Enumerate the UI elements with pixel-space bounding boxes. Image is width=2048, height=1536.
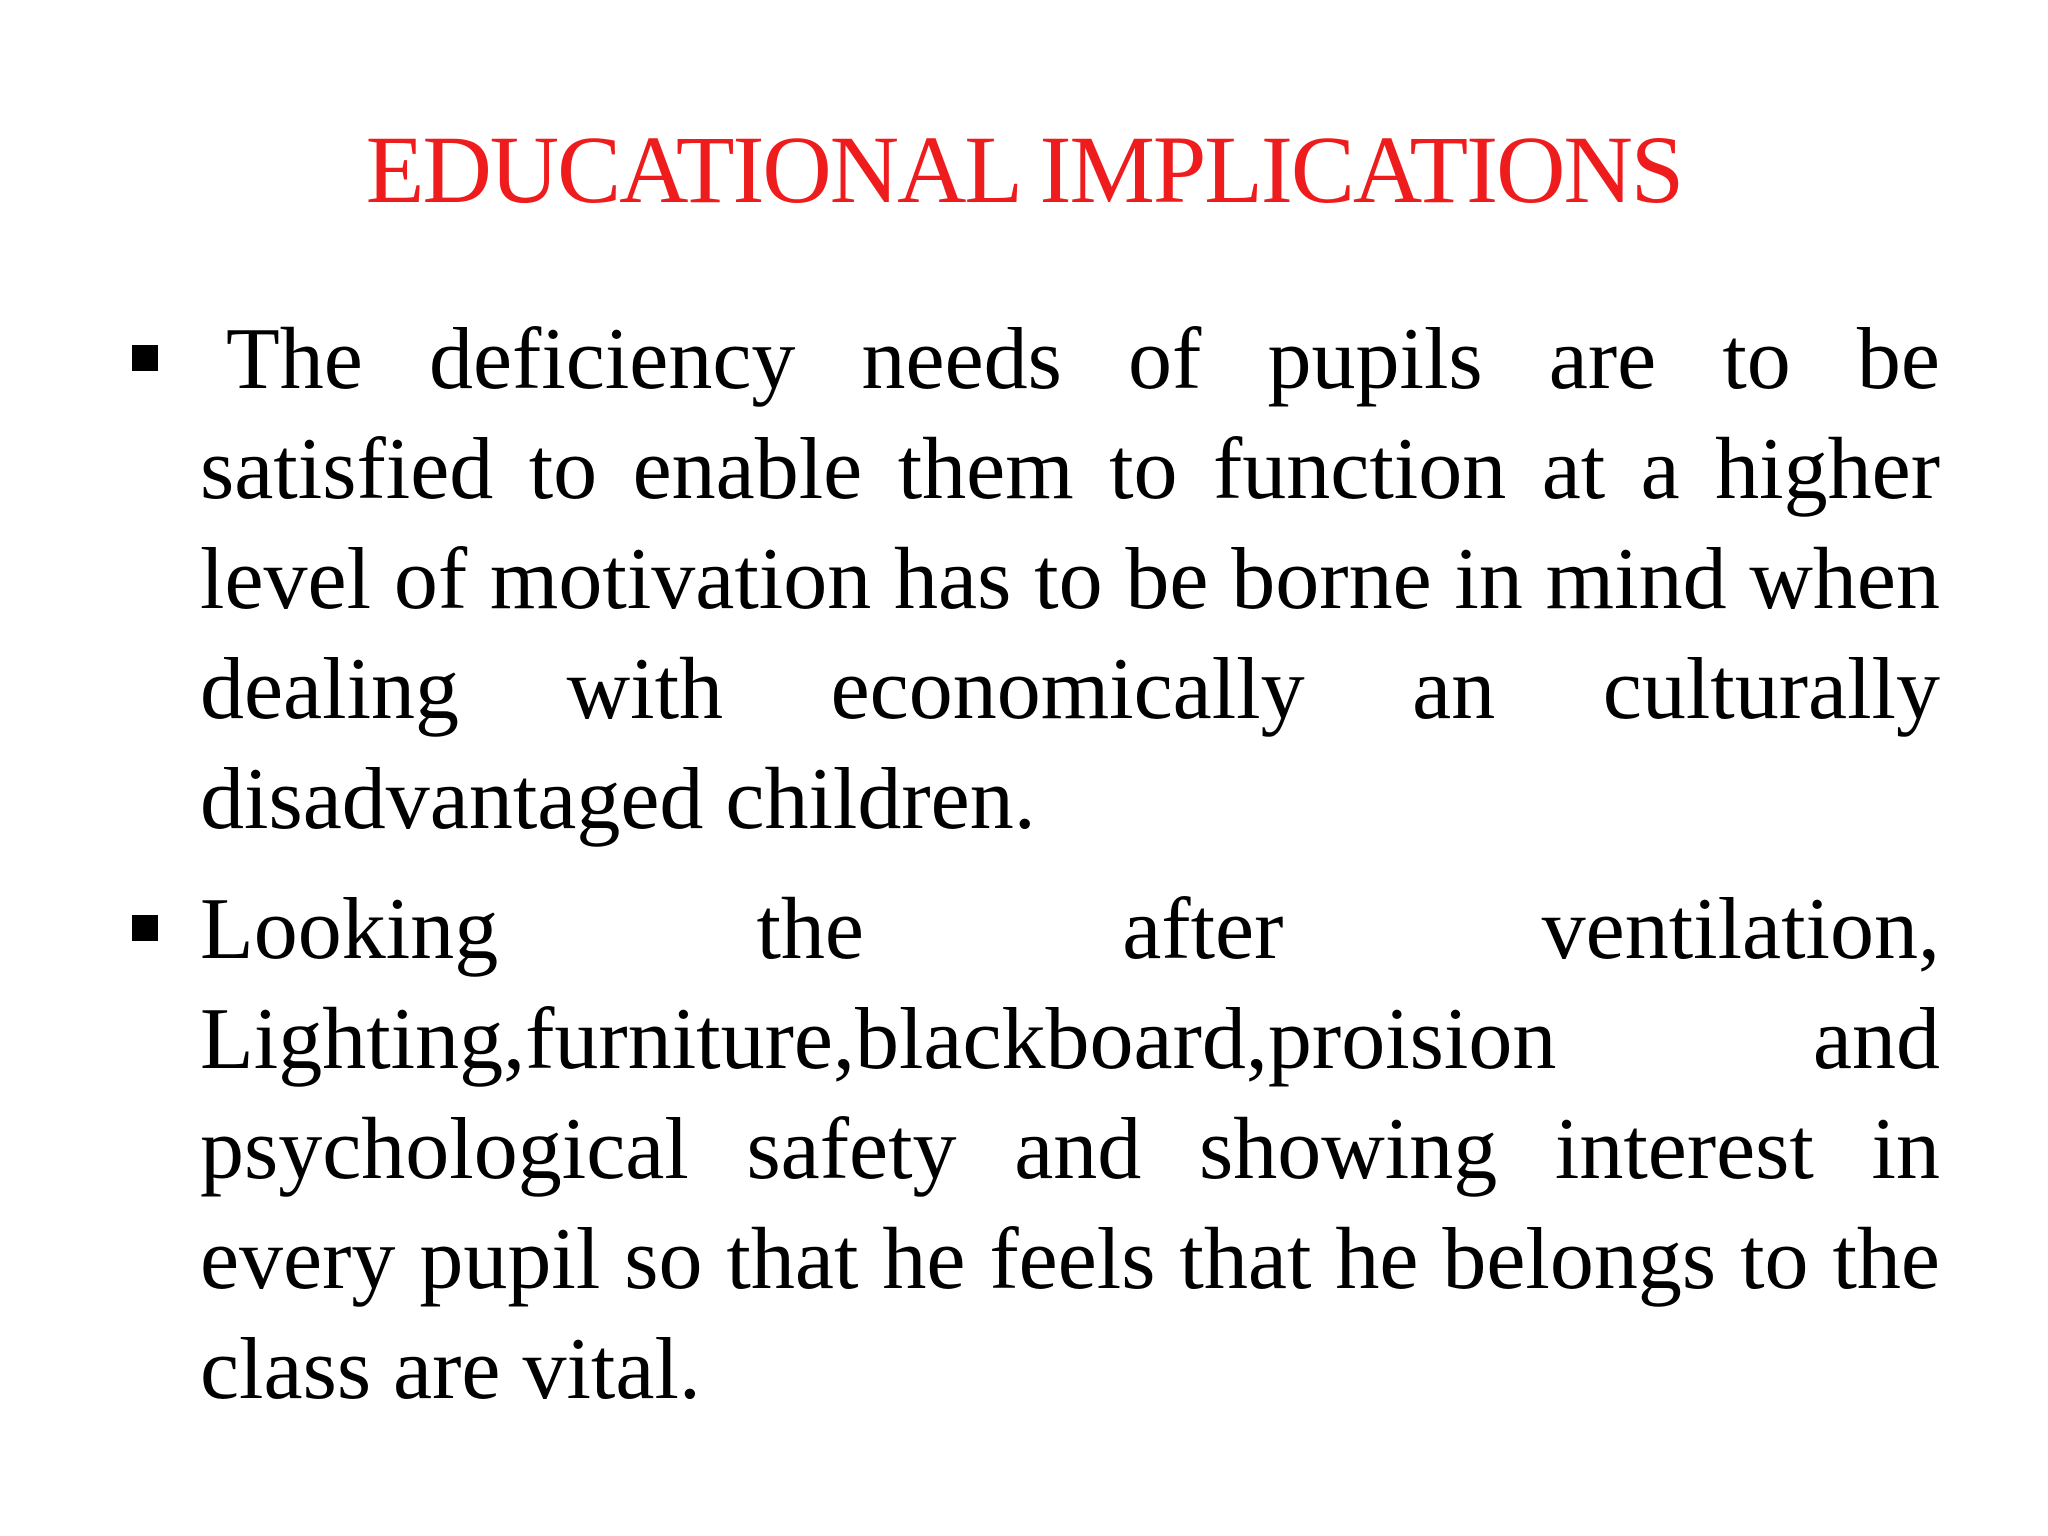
square-bullet-icon bbox=[132, 345, 158, 371]
slide-title: EDUCATIONAL IMPLICATIONS bbox=[365, 116, 1683, 223]
bullet-item bbox=[200, 875, 1940, 1425]
square-bullet-icon bbox=[132, 915, 158, 941]
bullet-text: The deficiency needs of pupils are to be satisfied to enable them to function at a higher level of motivation has to be borne in mind when dealing with economically an culturally disadvantaged children. bbox=[200, 311, 1940, 848]
bullet-item bbox=[200, 305, 1940, 855]
bullet-text: Looking the after ventilation, Lighting,furniture,blackboard,proision and psychological safety and showing interest in every pupil so that he feels that he belongs to the class are vital. bbox=[200, 881, 1940, 1418]
